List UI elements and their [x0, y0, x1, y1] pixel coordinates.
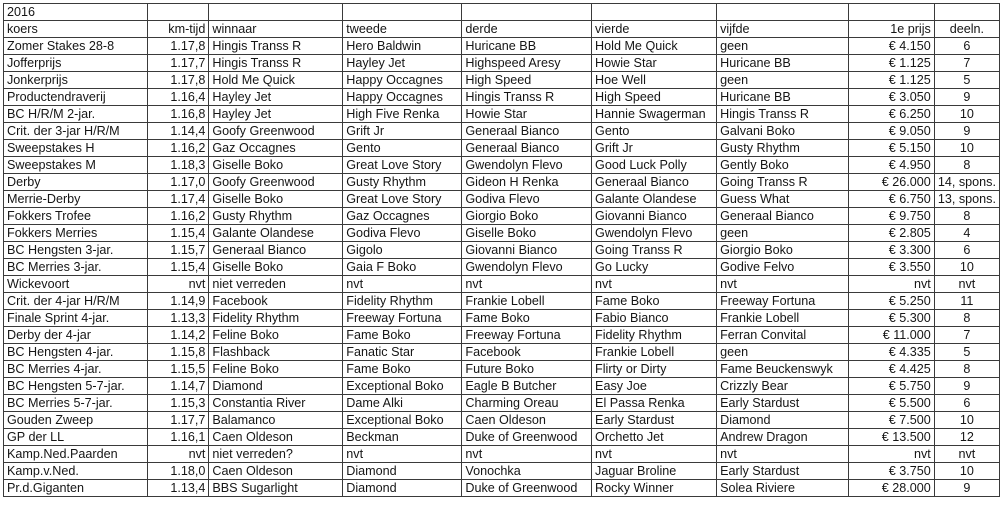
cell-derde: Eagle B Butcher [462, 378, 592, 395]
cell-deelnemers: 6 [934, 242, 999, 259]
cell-tweede: Exceptional Boko [343, 412, 462, 429]
cell-vijfde: nvt [717, 446, 849, 463]
table-row [4, 174, 1000, 191]
cell-tweede: Diamond [343, 463, 462, 480]
cell-1e-prijs: € 1.125 [848, 72, 934, 89]
cell-km-tijd: 1.15,4 [147, 259, 209, 276]
cell-deelnemers: 4 [934, 225, 999, 242]
cell-vierde: Generaal Bianco [592, 174, 717, 191]
cell-1e-prijs: € 9.750 [848, 208, 934, 225]
cell-deelnemers: 12 [934, 429, 999, 446]
table-row [4, 89, 1000, 106]
table-row [4, 429, 1000, 446]
cell-koers: Kamp.v.Ned. [4, 463, 148, 480]
cell-vierde: Jaguar Broline [592, 463, 717, 480]
cell-tweede: Gento [343, 140, 462, 157]
cell-vijfde: Early Stardust [717, 463, 849, 480]
cell-deelnemers: 10 [934, 140, 999, 157]
cell-winnaar: Giselle Boko [209, 157, 343, 174]
cell-1e-prijs: nvt [848, 446, 934, 463]
cell-derde: nvt [462, 446, 592, 463]
cell-koers: BC Merries 3-jar. [4, 259, 148, 276]
cell-1e-prijs: € 5.300 [848, 310, 934, 327]
cell-tweede: Gigolo [343, 242, 462, 259]
table-row [4, 480, 1000, 497]
table-row [4, 259, 1000, 276]
cell-koers: Sweepstakes M [4, 157, 148, 174]
cell-vijfde: Hingis Transs R [717, 106, 849, 123]
cell-winnaar: Flashback [209, 344, 343, 361]
year-row [4, 4, 1000, 21]
cell-vierde: Easy Joe [592, 378, 717, 395]
cell-vierde: El Passa Renka [592, 395, 717, 412]
cell-tweede: Gusty Rhythm [343, 174, 462, 191]
cell-vijfde: Generaal Bianco [717, 208, 849, 225]
cell-derde: Freeway Fortuna [462, 327, 592, 344]
cell-vierde: High Speed [592, 89, 717, 106]
table-row [4, 191, 1000, 208]
table-row [4, 242, 1000, 259]
cell-koers: Fokkers Trofee [4, 208, 148, 225]
cell-winnaar: Balamanco [209, 412, 343, 429]
cell-vierde: Orchetto Jet [592, 429, 717, 446]
cell-winnaar: Facebook [209, 293, 343, 310]
cell-km-tijd: 1.16,2 [147, 140, 209, 157]
cell-winnaar: Hayley Jet [209, 89, 343, 106]
header-koers: koers [4, 21, 148, 38]
cell-winnaar: Diamond [209, 378, 343, 395]
cell-1e-prijs: € 2.805 [848, 225, 934, 242]
cell-vijfde: Huricane BB [717, 55, 849, 72]
header-tweede: tweede [343, 21, 462, 38]
cell-vierde: Hoe Well [592, 72, 717, 89]
cell-tweede: Exceptional Boko [343, 378, 462, 395]
cell-km-tijd: 1.14,4 [147, 123, 209, 140]
cell-derde: Gideon H Renka [462, 174, 592, 191]
cell-koers: BC Hengsten 5-7-jar. [4, 378, 148, 395]
cell-km-tijd: 1.16,2 [147, 208, 209, 225]
cell-1e-prijs: € 5.500 [848, 395, 934, 412]
cell-vijfde: geen [717, 72, 849, 89]
cell-winnaar: Hingis Transs R [209, 55, 343, 72]
cell-deelnemers: 11 [934, 293, 999, 310]
cell-koers: BC Hengsten 3-jar. [4, 242, 148, 259]
cell-derde: Giorgio Boko [462, 208, 592, 225]
cell-koers: Wickevoort [4, 276, 148, 293]
cell-derde: Gwendolyn Flevo [462, 259, 592, 276]
header-row [4, 21, 1000, 38]
cell-derde: nvt [462, 276, 592, 293]
cell-winnaar: Caen Oldeson [209, 463, 343, 480]
cell-tweede: Great Love Story [343, 191, 462, 208]
cell-vierde: nvt [592, 276, 717, 293]
cell-winnaar: Caen Oldeson [209, 429, 343, 446]
cell-vijfde: geen [717, 225, 849, 242]
cell-vijfde: Giorgio Boko [717, 242, 849, 259]
header-1e-prijs: 1e prijs [848, 21, 934, 38]
table-row [4, 276, 1000, 293]
cell-derde: Hingis Transs R [462, 89, 592, 106]
cell-km-tijd: 1.17,4 [147, 191, 209, 208]
cell-winnaar: Goofy Greenwood [209, 123, 343, 140]
cell-winnaar: niet verreden? [209, 446, 343, 463]
cell-km-tijd: 1.13,4 [147, 480, 209, 497]
cell-1e-prijs: € 6.250 [848, 106, 934, 123]
cell-winnaar: Hayley Jet [209, 106, 343, 123]
cell-koers: Merrie-Derby [4, 191, 148, 208]
cell-vijfde: Going Transs R [717, 174, 849, 191]
cell-1e-prijs: € 4.950 [848, 157, 934, 174]
cell-derde: Duke of Greenwood [462, 429, 592, 446]
cell-km-tijd: 1.15,7 [147, 242, 209, 259]
cell-tweede: Hero Baldwin [343, 38, 462, 55]
cell-koers: Zomer Stakes 28-8 [4, 38, 148, 55]
cell-deelnemers: 8 [934, 361, 999, 378]
cell-km-tijd: 1.15,5 [147, 361, 209, 378]
cell-deelnemers: 14, spons. [934, 174, 999, 191]
table-row [4, 55, 1000, 72]
header-derde: derde [462, 21, 592, 38]
cell-koers: BC H/R/M 2-jar. [4, 106, 148, 123]
cell-derde: Gwendolyn Flevo [462, 157, 592, 174]
cell-vijfde: Crizzly Bear [717, 378, 849, 395]
cell-deelnemers: 8 [934, 157, 999, 174]
cell-deelnemers: nvt [934, 446, 999, 463]
cell-1e-prijs: € 3.550 [848, 259, 934, 276]
cell-vierde: Giovanni Bianco [592, 208, 717, 225]
cell-tweede: Grift Jr [343, 123, 462, 140]
cell-winnaar: Galante Olandese [209, 225, 343, 242]
cell-vierde: Hannie Swagerman [592, 106, 717, 123]
cell-vierde: Fidelity Rhythm [592, 327, 717, 344]
table-row [4, 38, 1000, 55]
table-row [4, 123, 1000, 140]
cell-1e-prijs: € 4.150 [848, 38, 934, 55]
cell-koers: Derby [4, 174, 148, 191]
table-row [4, 327, 1000, 344]
cell-deelnemers: 7 [934, 327, 999, 344]
cell-km-tijd: 1.17,8 [147, 72, 209, 89]
cell-vijfde: geen [717, 344, 849, 361]
cell-derde: Giovanni Bianco [462, 242, 592, 259]
year-label: 2016 [4, 4, 148, 21]
cell-derde: Fame Boko [462, 310, 592, 327]
cell-winnaar: Hingis Transs R [209, 38, 343, 55]
cell-tweede: Fame Boko [343, 361, 462, 378]
cell-derde: Highspeed Aresy [462, 55, 592, 72]
cell-deelnemers: 7 [934, 55, 999, 72]
cell-derde: Howie Star [462, 106, 592, 123]
cell-tweede: Fanatic Star [343, 344, 462, 361]
cell-winnaar: Feline Boko [209, 361, 343, 378]
cell-km-tijd: 1.16,8 [147, 106, 209, 123]
table-row [4, 106, 1000, 123]
cell-deelnemers: 9 [934, 480, 999, 497]
cell-winnaar: Hold Me Quick [209, 72, 343, 89]
cell-winnaar: Gusty Rhythm [209, 208, 343, 225]
cell-koers: Derby der 4-jar [4, 327, 148, 344]
cell-km-tijd: nvt [147, 446, 209, 463]
cell-derde: Frankie Lobell [462, 293, 592, 310]
header-winnaar: winnaar [209, 21, 343, 38]
cell-1e-prijs: € 5.750 [848, 378, 934, 395]
cell-km-tijd: 1.14,7 [147, 378, 209, 395]
cell-derde: Godiva Flevo [462, 191, 592, 208]
header-deelnemers: deeln. [934, 21, 999, 38]
cell-tweede: Beckman [343, 429, 462, 446]
cell-1e-prijs: € 26.000 [848, 174, 934, 191]
cell-vierde: Flirty or Dirty [592, 361, 717, 378]
cell-vierde: Go Lucky [592, 259, 717, 276]
cell-vierde: Good Luck Polly [592, 157, 717, 174]
cell-winnaar: Giselle Boko [209, 259, 343, 276]
cell-vierde: Frankie Lobell [592, 344, 717, 361]
cell-koers: BC Merries 5-7-jar. [4, 395, 148, 412]
cell-tweede: Diamond [343, 480, 462, 497]
cell-1e-prijs: nvt [848, 276, 934, 293]
table-row [4, 463, 1000, 480]
cell-derde: Vonochka [462, 463, 592, 480]
cell-derde: Generaal Bianco [462, 123, 592, 140]
cell-tweede: Fidelity Rhythm [343, 293, 462, 310]
cell-tweede: Fame Boko [343, 327, 462, 344]
cell-koers: Finale Sprint 4-jar. [4, 310, 148, 327]
cell-tweede: Godiva Flevo [343, 225, 462, 242]
cell-1e-prijs: € 6.750 [848, 191, 934, 208]
cell-km-tijd: 1.18,3 [147, 157, 209, 174]
cell-deelnemers: 13, spons. [934, 191, 999, 208]
cell-winnaar: Feline Boko [209, 327, 343, 344]
cell-tweede: nvt [343, 446, 462, 463]
table-row [4, 446, 1000, 463]
table-row [4, 395, 1000, 412]
cell-deelnemers: 5 [934, 72, 999, 89]
cell-koers: Pr.d.Giganten [4, 480, 148, 497]
cell-km-tijd: 1.17,7 [147, 55, 209, 72]
cell-km-tijd: 1.15,4 [147, 225, 209, 242]
table-row [4, 361, 1000, 378]
cell-winnaar: Generaal Bianco [209, 242, 343, 259]
cell-vijfde: geen [717, 38, 849, 55]
cell-vijfde: Solea Riviere [717, 480, 849, 497]
cell-vijfde: Galvani Boko [717, 123, 849, 140]
cell-1e-prijs: € 3.300 [848, 242, 934, 259]
cell-1e-prijs: € 28.000 [848, 480, 934, 497]
cell-winnaar: Constantia River [209, 395, 343, 412]
cell-1e-prijs: € 5.150 [848, 140, 934, 157]
cell-km-tijd: 1.17,0 [147, 174, 209, 191]
cell-tweede: Freeway Fortuna [343, 310, 462, 327]
cell-1e-prijs: € 9.050 [848, 123, 934, 140]
cell-koers: Kamp.Ned.Paarden [4, 446, 148, 463]
cell-winnaar: Fidelity Rhythm [209, 310, 343, 327]
cell-vierde: Going Transs R [592, 242, 717, 259]
header-km-tijd: km-tijd [147, 21, 209, 38]
cell-km-tijd: 1.17,7 [147, 412, 209, 429]
cell-derde: Giselle Boko [462, 225, 592, 242]
table-row [4, 208, 1000, 225]
table-row [4, 293, 1000, 310]
cell-deelnemers: 10 [934, 463, 999, 480]
cell-vijfde: nvt [717, 276, 849, 293]
cell-vijfde: Frankie Lobell [717, 310, 849, 327]
cell-km-tijd: 1.15,8 [147, 344, 209, 361]
cell-tweede: High Five Renka [343, 106, 462, 123]
table-row [4, 344, 1000, 361]
table-row [4, 310, 1000, 327]
cell-winnaar: niet verreden [209, 276, 343, 293]
cell-vierde: nvt [592, 446, 717, 463]
cell-1e-prijs: € 4.425 [848, 361, 934, 378]
cell-km-tijd: 1.18,0 [147, 463, 209, 480]
header-vierde: vierde [592, 21, 717, 38]
cell-vierde: Fabio Bianco [592, 310, 717, 327]
cell-winnaar: Gaz Occagnes [209, 140, 343, 157]
table-row [4, 225, 1000, 242]
cell-vijfde: Gusty Rhythm [717, 140, 849, 157]
cell-vijfde: Early Stardust [717, 395, 849, 412]
cell-koers: Jonkerprijs [4, 72, 148, 89]
cell-vierde: Hold Me Quick [592, 38, 717, 55]
cell-tweede: nvt [343, 276, 462, 293]
cell-tweede: Gaia F Boko [343, 259, 462, 276]
cell-vierde: Gwendolyn Flevo [592, 225, 717, 242]
cell-winnaar: Giselle Boko [209, 191, 343, 208]
cell-koers: Productendraverij [4, 89, 148, 106]
cell-tweede: Great Love Story [343, 157, 462, 174]
cell-vijfde: Gently Boko [717, 157, 849, 174]
cell-km-tijd: 1.17,8 [147, 38, 209, 55]
cell-1e-prijs: € 7.500 [848, 412, 934, 429]
cell-km-tijd: 1.16,4 [147, 89, 209, 106]
cell-deelnemers: 10 [934, 106, 999, 123]
cell-vierde: Grift Jr [592, 140, 717, 157]
cell-koers: Crit. der 3-jar H/R/M [4, 123, 148, 140]
cell-vijfde: Guess What [717, 191, 849, 208]
cell-1e-prijs: € 5.250 [848, 293, 934, 310]
cell-vijfde: Freeway Fortuna [717, 293, 849, 310]
table-row [4, 378, 1000, 395]
cell-tweede: Happy Occagnes [343, 89, 462, 106]
table-row [4, 72, 1000, 89]
cell-vierde: Rocky Winner [592, 480, 717, 497]
cell-km-tijd: nvt [147, 276, 209, 293]
cell-deelnemers: 10 [934, 259, 999, 276]
table-row [4, 412, 1000, 429]
cell-deelnemers: 6 [934, 38, 999, 55]
cell-koers: Gouden Zweep [4, 412, 148, 429]
cell-1e-prijs: € 3.750 [848, 463, 934, 480]
cell-deelnemers: 8 [934, 208, 999, 225]
cell-winnaar: Goofy Greenwood [209, 174, 343, 191]
cell-deelnemers: 5 [934, 344, 999, 361]
cell-derde: Facebook [462, 344, 592, 361]
table-row [4, 140, 1000, 157]
cell-tweede: Hayley Jet [343, 55, 462, 72]
cell-km-tijd: 1.15,3 [147, 395, 209, 412]
cell-vijfde: Fame Beuckenswyk [717, 361, 849, 378]
cell-koers: Crit. der 4-jar H/R/M [4, 293, 148, 310]
cell-tweede: Dame Alki [343, 395, 462, 412]
cell-deelnemers: 9 [934, 123, 999, 140]
cell-vijfde: Andrew Dragon [717, 429, 849, 446]
cell-deelnemers: 8 [934, 310, 999, 327]
cell-1e-prijs: € 3.050 [848, 89, 934, 106]
cell-derde: High Speed [462, 72, 592, 89]
cell-deelnemers: 10 [934, 412, 999, 429]
cell-deelnemers: nvt [934, 276, 999, 293]
cell-km-tijd: 1.14,9 [147, 293, 209, 310]
cell-vijfde: Huricane BB [717, 89, 849, 106]
results-table [3, 3, 1000, 497]
cell-winnaar: BBS Sugarlight [209, 480, 343, 497]
cell-vijfde: Diamond [717, 412, 849, 429]
cell-deelnemers: 9 [934, 89, 999, 106]
cell-tweede: Gaz Occagnes [343, 208, 462, 225]
cell-km-tijd: 1.14,2 [147, 327, 209, 344]
cell-derde: Future Boko [462, 361, 592, 378]
header-vijfde: vijfde [717, 21, 849, 38]
cell-km-tijd: 1.16,1 [147, 429, 209, 446]
cell-vierde: Howie Star [592, 55, 717, 72]
cell-1e-prijs: € 13.500 [848, 429, 934, 446]
cell-1e-prijs: € 1.125 [848, 55, 934, 72]
cell-vierde: Fame Boko [592, 293, 717, 310]
cell-km-tijd: 1.13,3 [147, 310, 209, 327]
cell-vierde: Gento [592, 123, 717, 140]
cell-koers: BC Merries 4-jar. [4, 361, 148, 378]
table-row [4, 157, 1000, 174]
cell-vierde: Galante Olandese [592, 191, 717, 208]
cell-koers: Fokkers Merries [4, 225, 148, 242]
cell-deelnemers: 9 [934, 378, 999, 395]
cell-deelnemers: 6 [934, 395, 999, 412]
cell-koers: Sweepstakes H [4, 140, 148, 157]
cell-derde: Generaal Bianco [462, 140, 592, 157]
cell-derde: Duke of Greenwood [462, 480, 592, 497]
cell-1e-prijs: € 11.000 [848, 327, 934, 344]
cell-vierde: Early Stardust [592, 412, 717, 429]
cell-vijfde: Ferran Convital [717, 327, 849, 344]
cell-koers: BC Hengsten 4-jar. [4, 344, 148, 361]
cell-koers: Jofferprijs [4, 55, 148, 72]
cell-tweede: Happy Occagnes [343, 72, 462, 89]
cell-derde: Charming Oreau [462, 395, 592, 412]
cell-derde: Caen Oldeson [462, 412, 592, 429]
cell-koers: GP der LL [4, 429, 148, 446]
cell-1e-prijs: € 4.335 [848, 344, 934, 361]
cell-vijfde: Godive Felvo [717, 259, 849, 276]
cell-derde: Huricane BB [462, 38, 592, 55]
